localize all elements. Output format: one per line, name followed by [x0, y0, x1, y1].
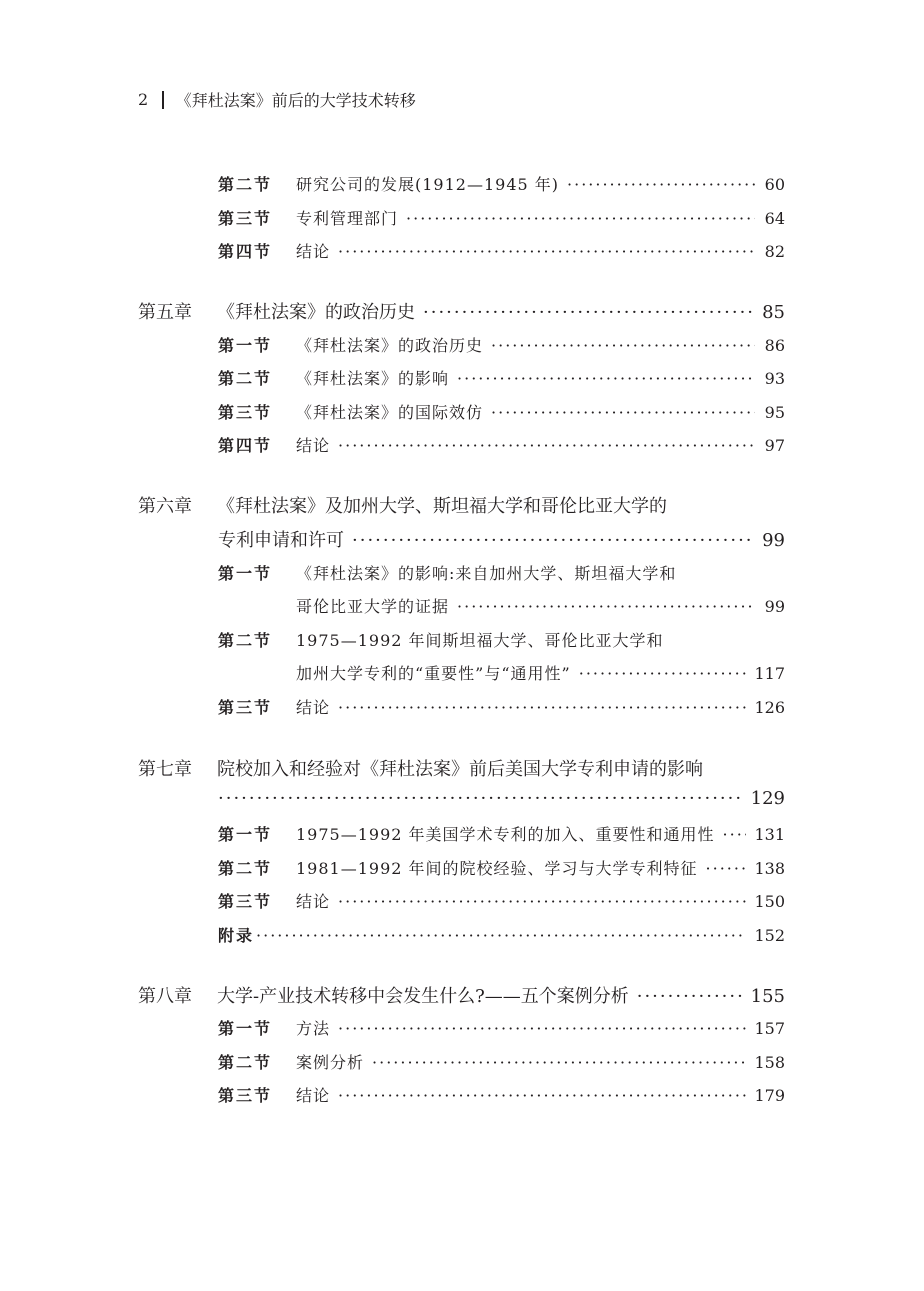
- toc-entry[interactable]: [218, 856, 785, 879]
- toc-chapter-7-cont[interactable]: [218, 788, 785, 809]
- page-number: 150: [754, 892, 785, 911]
- section-title: 1975—1992 年美国学术专利的加入、重要性和通用性: [296, 825, 715, 844]
- toc-entry-cont[interactable]: [296, 594, 785, 617]
- toc-chapter-8[interactable]: [138, 982, 785, 1008]
- leader-dots: [338, 1019, 746, 1038]
- section-title: 《拜杜法案》的影响:来自加州大学、斯坦福大学和: [296, 564, 677, 583]
- leader-dots: [491, 403, 755, 422]
- toc-entry[interactable]: [218, 400, 785, 423]
- section-title: 结论: [296, 436, 331, 455]
- section-title-cont: 加州大学专利的“重要性”与“通用性”: [296, 664, 571, 683]
- section-label: 第一节: [218, 1019, 273, 1038]
- chapter-title: 大学-产业技术转移中会发生什么?——五个案例分析: [217, 986, 629, 1007]
- chapter-label: 第六章: [138, 496, 192, 517]
- section-label: 第二节: [218, 1053, 273, 1072]
- leader-dots: [637, 986, 743, 1007]
- section-label: 第二节: [218, 369, 273, 388]
- section-title: 专利管理部门: [296, 209, 399, 228]
- page-number: 152: [754, 926, 785, 945]
- section-label: 第二节: [218, 859, 273, 878]
- section-title-cont: 哥伦比亚大学的证据: [296, 597, 450, 616]
- leader-dots: [579, 664, 747, 683]
- section-title: 结论: [296, 892, 331, 911]
- toc-entry[interactable]: [218, 239, 785, 262]
- leader-dots: [338, 892, 746, 911]
- leader-dots: [706, 859, 747, 878]
- toc-entry[interactable]: [218, 889, 785, 912]
- chapter-title: 《拜杜法案》的政治历史: [217, 302, 415, 323]
- section-label: 第三节: [218, 209, 273, 228]
- section-title: 1975—1992 年间斯坦福大学、哥伦比亚大学和: [296, 631, 664, 650]
- header-page-number: 2: [138, 90, 149, 109]
- page-number: 138: [754, 859, 785, 878]
- header-divider: [162, 91, 164, 109]
- section-title: 结论: [296, 698, 331, 717]
- toc-entry[interactable]: [218, 1016, 785, 1039]
- toc-entry[interactable]: [218, 1050, 785, 1073]
- toc-entry[interactable]: [218, 561, 785, 584]
- section-label: 第一节: [218, 564, 273, 583]
- toc-entry[interactable]: [218, 366, 785, 389]
- page-number: 179: [754, 1086, 785, 1105]
- toc-chapter-7[interactable]: [138, 755, 785, 781]
- leader-dots: [338, 1086, 746, 1105]
- page-number: 99: [764, 597, 785, 616]
- leader-dots: [723, 825, 747, 844]
- leader-dots: [491, 336, 755, 355]
- leader-dots: [372, 1053, 746, 1072]
- chapter-label: 第五章: [138, 302, 192, 323]
- section-label: 第二节: [218, 631, 273, 650]
- running-header: [138, 88, 416, 111]
- section-label: 第三节: [218, 403, 273, 422]
- chapter-title: 《拜杜法案》及加州大学、斯坦福大学和哥伦比亚大学的: [217, 496, 667, 517]
- section-label: 第四节: [218, 242, 273, 261]
- toc-entry[interactable]: [218, 628, 785, 651]
- toc-entry[interactable]: [218, 822, 785, 845]
- page-number: 129: [750, 788, 785, 809]
- leader-dots: [218, 788, 743, 809]
- section-label: 附录: [218, 926, 255, 945]
- section-title: 研究公司的发展(1912—1945 年): [296, 175, 560, 194]
- toc-entry-appendix[interactable]: [218, 923, 785, 946]
- page-number: 60: [764, 175, 785, 194]
- section-label: 第三节: [218, 1086, 273, 1105]
- section-title: 《拜杜法案》的国际效仿: [296, 403, 484, 422]
- leader-dots: [338, 242, 755, 261]
- toc-entry-cont[interactable]: [296, 661, 785, 684]
- page-number: 93: [764, 369, 785, 388]
- page-number: 97: [764, 436, 785, 455]
- section-title: 结论: [296, 242, 331, 261]
- toc-entry[interactable]: [218, 333, 785, 356]
- page-number: 126: [754, 698, 785, 717]
- page-number: 158: [754, 1053, 785, 1072]
- leader-dots: [423, 302, 754, 323]
- toc-entry[interactable]: [218, 172, 785, 195]
- toc-entry[interactable]: [218, 1083, 785, 1106]
- toc-entry[interactable]: [218, 206, 785, 229]
- section-title: 结论: [296, 1086, 331, 1105]
- section-label: 第一节: [218, 825, 273, 844]
- page-number: 117: [754, 664, 785, 683]
- chapter-title-cont: 专利申请和许可: [218, 530, 344, 551]
- section-title: 案例分析: [296, 1053, 365, 1072]
- toc-chapter-5[interactable]: [138, 298, 785, 324]
- section-title: 《拜杜法案》的政治历史: [296, 336, 484, 355]
- leader-dots: [352, 530, 754, 551]
- section-label: 第二节: [218, 175, 273, 194]
- page-number: 82: [764, 242, 785, 261]
- page-number: 64: [764, 209, 785, 228]
- page-number: 86: [764, 336, 785, 355]
- leader-dots: [457, 597, 755, 616]
- section-label: 第四节: [218, 436, 273, 455]
- section-label: 第三节: [218, 892, 273, 911]
- section-title: 方法: [296, 1019, 331, 1038]
- page-number: 85: [762, 302, 785, 323]
- page-number: 155: [750, 986, 785, 1007]
- page-number: 157: [754, 1019, 785, 1038]
- leader-dots: [567, 175, 755, 194]
- leader-dots: [338, 436, 755, 455]
- page-number: 131: [754, 825, 785, 844]
- chapter-title: 院校加入和经验对《拜杜法案》前后美国大学专利申请的影响: [217, 759, 703, 780]
- section-label: 第三节: [218, 698, 273, 717]
- leader-dots: [338, 698, 746, 717]
- toc-chapter-6-cont[interactable]: [218, 526, 785, 552]
- toc-chapter-6[interactable]: [138, 492, 785, 518]
- header-book-title: 《拜杜法案》前后的大学技术转移: [175, 91, 416, 110]
- chapter-label: 第七章: [138, 759, 192, 780]
- leader-dots: [406, 209, 755, 228]
- section-title: 《拜杜法案》的影响: [296, 369, 450, 388]
- toc-entry[interactable]: [218, 433, 785, 456]
- toc-entry[interactable]: [218, 695, 785, 718]
- section-title: 1981—1992 年间的院校经验、学习与大学专利特征: [296, 859, 698, 878]
- section-label: 第一节: [218, 336, 273, 355]
- chapter-label: 第八章: [138, 986, 192, 1007]
- page-number: 95: [764, 403, 785, 422]
- leader-dots: [457, 369, 755, 388]
- leader-dots: [256, 926, 746, 945]
- page-number: 99: [762, 530, 785, 551]
